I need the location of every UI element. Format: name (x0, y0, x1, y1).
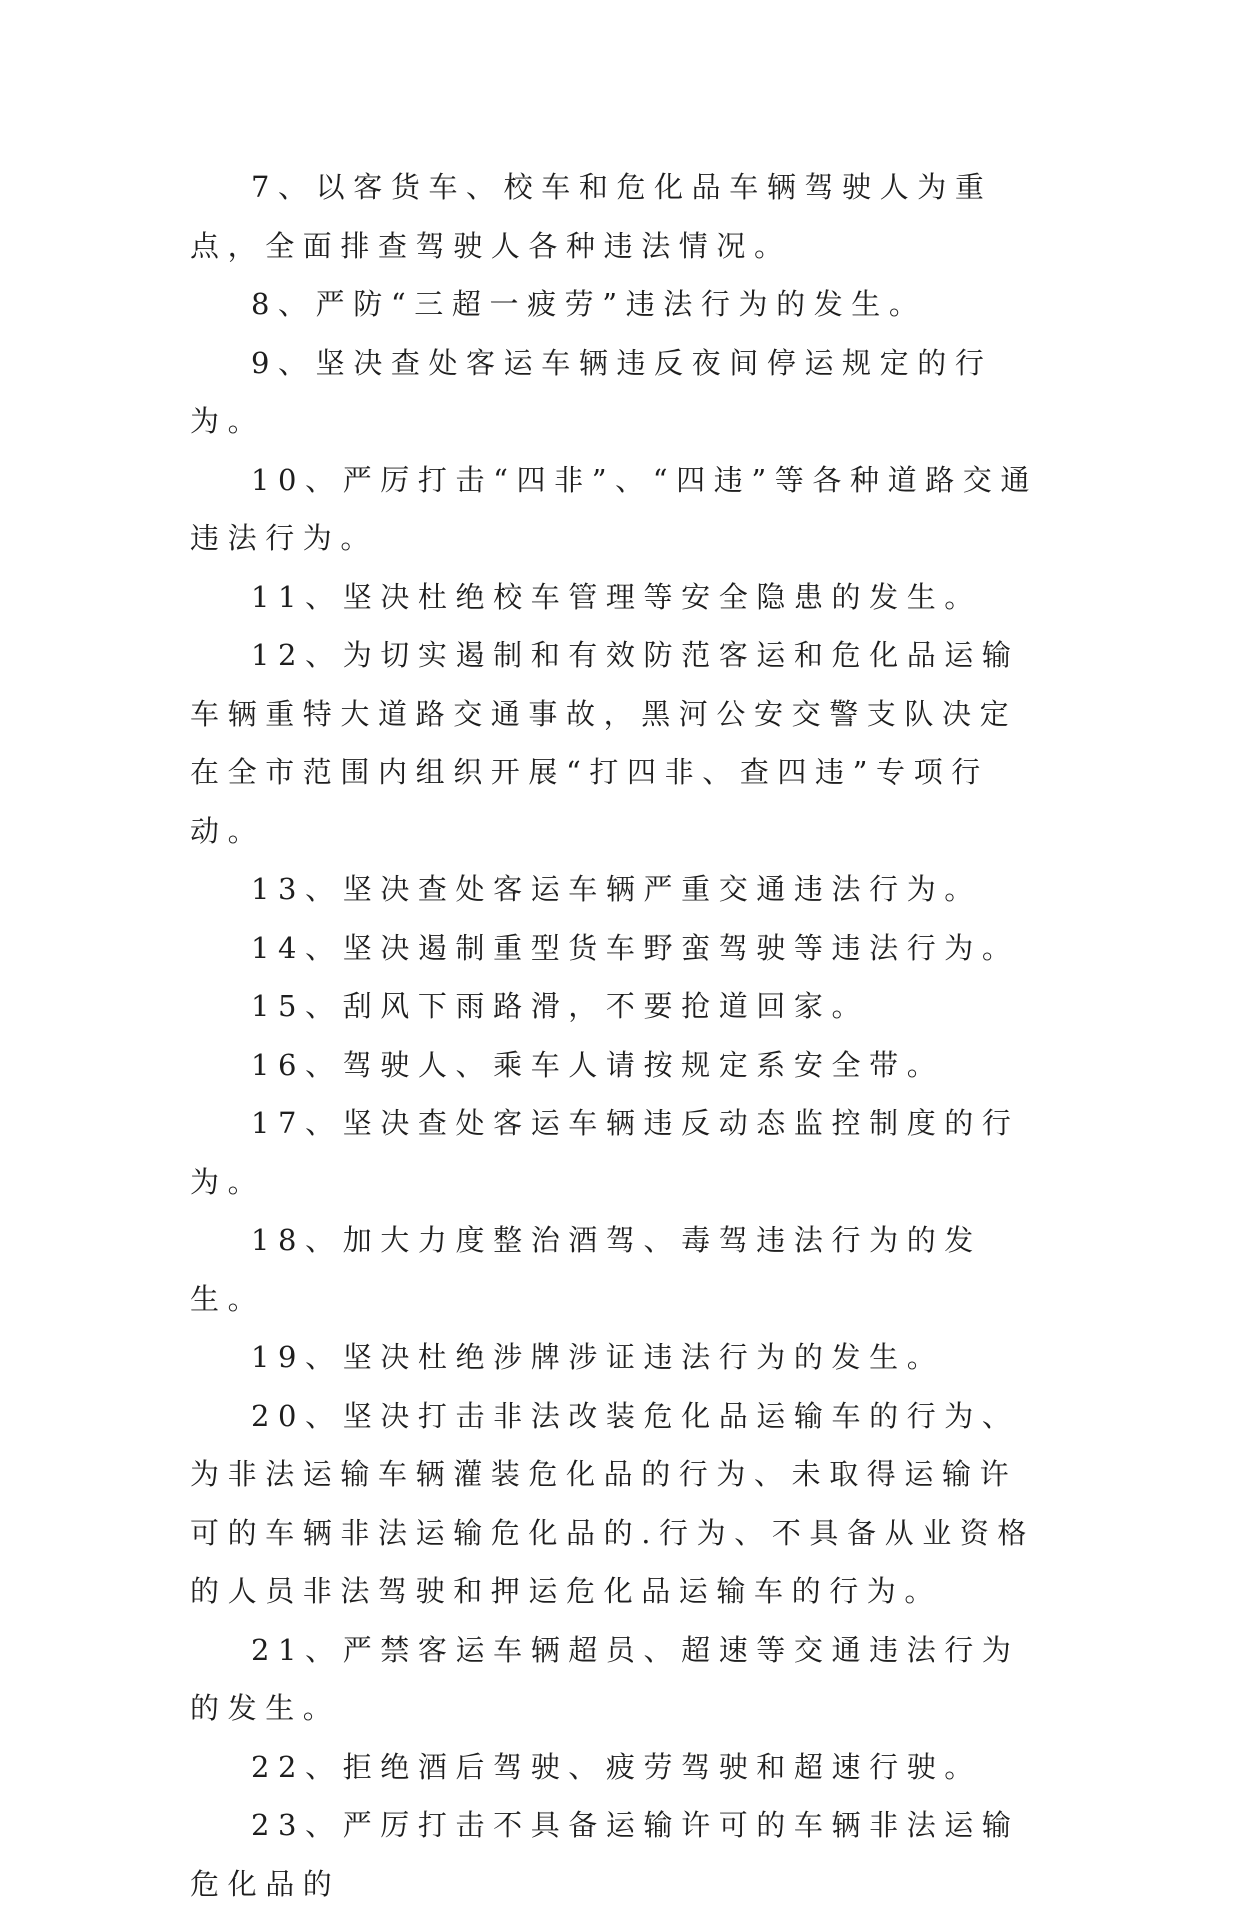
paragraph-18: 18、加大力度整治酒驾、毒驾违法行为的发生。 (190, 1223, 982, 1316)
paragraph-12: 12、为切实遏制和有效防范客运和危化品运输车辆重特大道路交通事故，黑河公安交警支队决定在全市范围内组织开展“打四非、查四违”专项行动。 (190, 638, 1020, 848)
paragraph-9: 9、坚决查处客运车辆违反夜间停运规定的行为。 (190, 345, 993, 438)
paragraph-19: 19、坚决杜绝涉牌涉证违法行为的发生。 (251, 1340, 945, 1374)
paragraph-23: 23、严厉打击不具备运输许可的车辆非法运输危化品的 (190, 1808, 1020, 1901)
paragraph-10: 10、严厉打击“四非”、“四违”等各种道路交通违法行为。 (190, 462, 1039, 555)
paragraph-17: 17、坚决查处客运车辆违反动态监控制度的行为。 (190, 1106, 1020, 1199)
paragraph-8: 8、严防“三超一疲劳”违法行为的发生。 (251, 287, 927, 321)
paragraph-14: 14、坚决遏制重型货车野蛮驾驶等违法行为。 (251, 930, 1020, 965)
document-body (190, 158, 1052, 1913)
paragraph-11: 11、坚决杜绝校车管理等安全隐患的发生。 (251, 579, 982, 614)
paragraph-7: 7、以客货车、校车和危化品车辆驾驶人为重点，全面排查驾驶人各种违法情况。 (190, 170, 993, 263)
paragraph-16: 16、驾驶人、乘车人请按规定系安全带。 (251, 1047, 945, 1082)
paragraph-20: 20、坚决打击非法改装危化品运输车的行为、为非法运输车辆灌装危化品的行为、未取得运输许可的车辆非法运输危化品的.行为、不具备从业资格的人员非法驾驶和押运危化品运输车的行为。 (190, 1398, 1036, 1608)
paragraph-13: 13、坚决查处客运车辆严重交通违法行为。 (251, 872, 982, 906)
paragraph-21: 21、严禁客运车辆超员、超速等交通违法行为的发生。 (190, 1632, 1020, 1725)
paragraph-15: 15、刮风下雨路滑，不要抢道回家。 (251, 989, 870, 1023)
paragraph-22: 22、拒绝酒后驾驶、疲劳驾驶和超速行驶。 (251, 1749, 982, 1784)
